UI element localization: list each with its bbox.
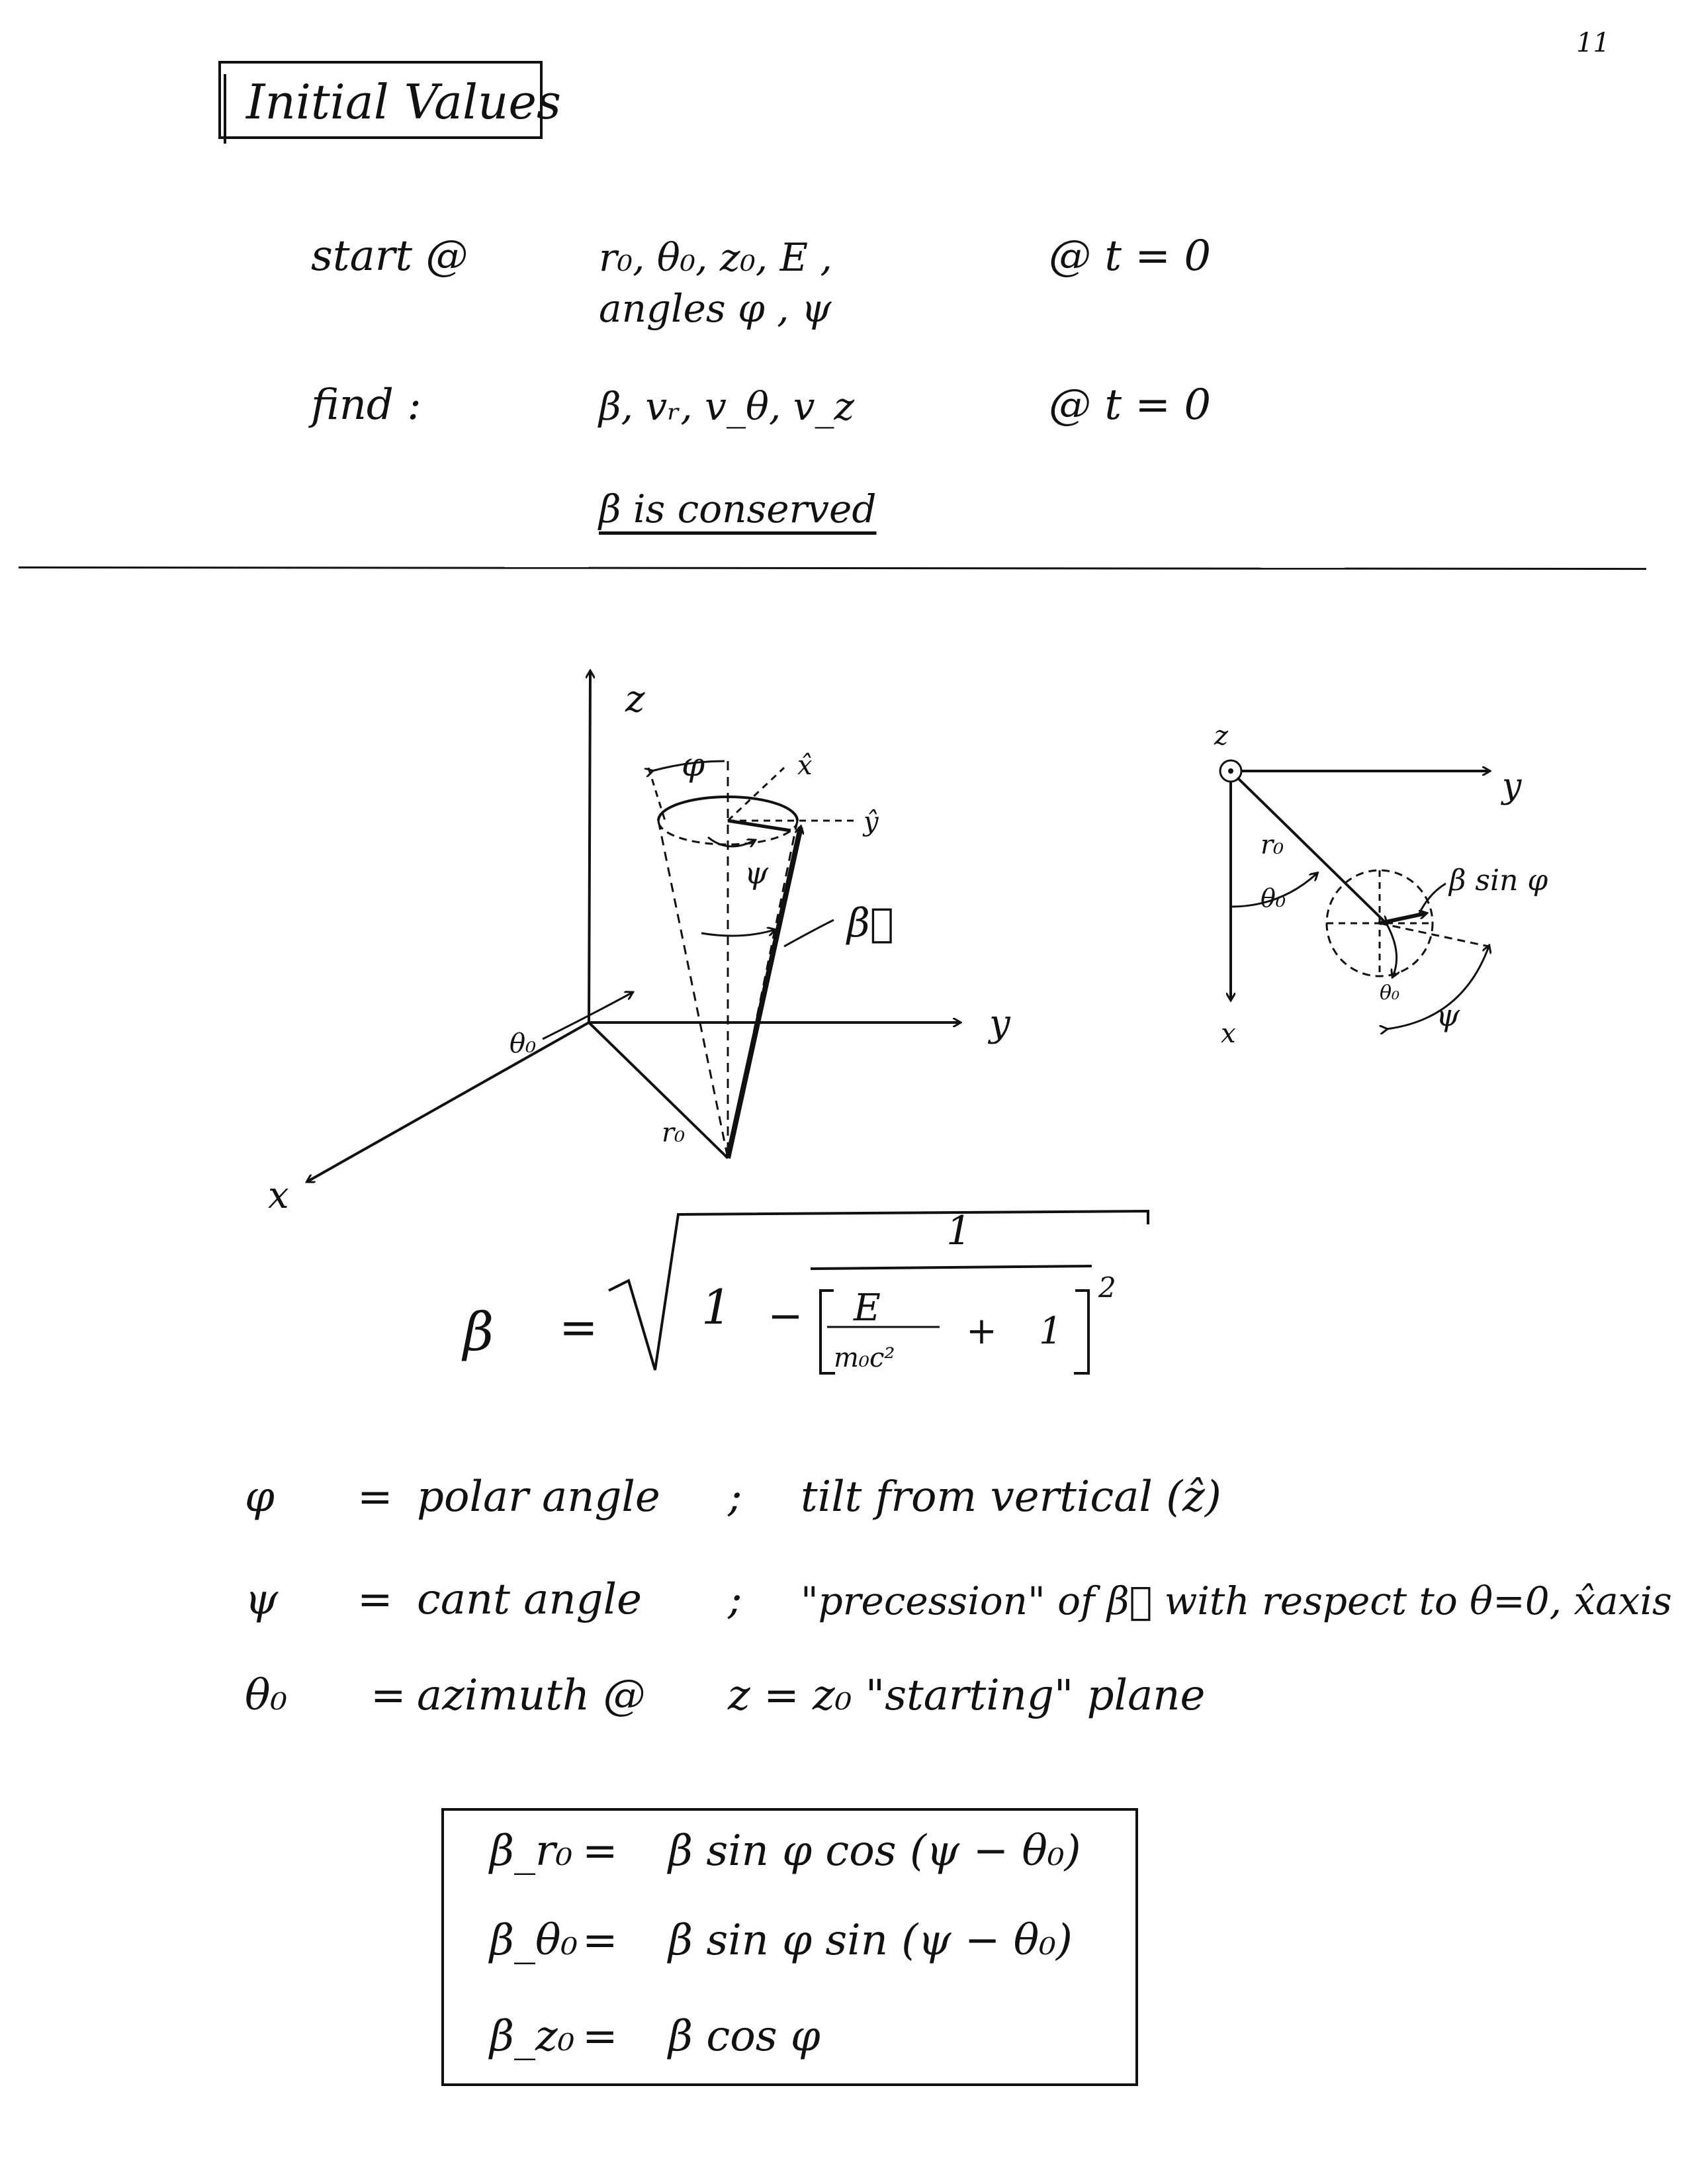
z-axis-label: z — [625, 678, 645, 721]
beta-vector-label: β⃗ — [847, 900, 894, 946]
top-beta-sinphi-label: β sin φ — [1449, 864, 1548, 897]
m0c2-label: m₀c² — [834, 1343, 895, 1373]
def-theta0-eq: = — [371, 1671, 406, 1720]
conserved-note: β is conserved — [599, 486, 877, 531]
def-psi-symbol: ψ — [245, 1575, 279, 1624]
def-theta0-symbol: θ₀ — [245, 1671, 288, 1720]
def-theta0-desc: z = z₀ "starting" plane — [728, 1671, 1206, 1720]
x-hat-label: x̂ — [797, 751, 813, 781]
formula-beta-r0-rhs: β sin φ cos (ψ − θ₀) — [668, 1827, 1081, 1876]
def-phi-sep: ; — [728, 1473, 742, 1522]
top-x-label: x — [1221, 1019, 1236, 1049]
numerator-one: 1 — [946, 1208, 972, 1254]
y-hat-label: ŷ — [864, 807, 879, 837]
E-label: E — [854, 1287, 881, 1330]
theta0-label: θ₀ — [510, 1028, 537, 1059]
bracket-exponent: 2 — [1098, 1271, 1116, 1304]
find-time: @ t = 0 — [1049, 381, 1212, 430]
bracket-one: 1 — [1039, 1310, 1063, 1353]
start-values-line1: r₀, θ₀, z₀, E , — [599, 235, 832, 280]
x-axis-label: x — [268, 1174, 289, 1217]
top-psi-label: ψ — [1436, 997, 1460, 1033]
left-bracket — [820, 1291, 835, 1373]
formula-beta-z0-lhs: β_z₀ — [490, 2012, 575, 2061]
find-label: find : — [311, 381, 421, 430]
top-r0-label: r₀ — [1261, 830, 1284, 860]
page-title: Initial Values — [246, 74, 561, 130]
start-values-line2: angles φ , ψ — [599, 286, 832, 331]
sqrt-minus: − — [768, 1292, 803, 1341]
top-z-label: z — [1214, 721, 1229, 751]
top-y-label: y — [1502, 766, 1522, 806]
page-number: 11 — [1576, 28, 1610, 58]
formula-beta-theta0-eq: = — [582, 1916, 618, 1965]
phi-label: φ — [682, 745, 705, 784]
find-values: β, vᵣ, v_θ, v_z — [599, 384, 855, 429]
formula-beta-theta0-lhs: β_θ₀ — [490, 1916, 578, 1965]
def-phi-eq: = — [357, 1473, 393, 1522]
right-bracket — [1074, 1291, 1088, 1373]
def-psi-desc: "precession" of β⃗ with respect to θ=0, x̂axis — [801, 1578, 1672, 1623]
def-psi-name: cant angle — [417, 1575, 642, 1624]
bracket-plus: + — [966, 1310, 997, 1353]
y-axis-label: y — [989, 1002, 1010, 1045]
def-phi-desc: tilt from vertical (ẑ) — [801, 1473, 1221, 1522]
formula-beta-r0-lhs: β_r₀ — [490, 1827, 573, 1876]
beta-lhs: β — [463, 1301, 494, 1363]
def-phi-name: polar angle — [417, 1473, 660, 1522]
start-label: start @ — [311, 232, 468, 281]
beta-equals: = — [559, 1300, 598, 1355]
formula-beta-r0-eq: = — [582, 1827, 618, 1876]
top-theta0-small-label: θ₀ — [1380, 981, 1400, 1005]
def-psi-sep: ; — [728, 1575, 742, 1624]
top-theta0-label: θ₀ — [1261, 884, 1286, 913]
psi-label: ψ — [744, 855, 769, 891]
fraction-bar — [811, 1266, 1092, 1269]
def-theta0-name: azimuth @ — [417, 1671, 646, 1720]
r0-label: r₀ — [662, 1118, 686, 1148]
sqrt-one: 1 — [701, 1279, 732, 1335]
formula-beta-z0-rhs: β cos φ — [668, 2012, 820, 2061]
formula-beta-theta0-rhs: β sin φ sin (ψ − θ₀) — [668, 1916, 1073, 1965]
def-phi-symbol: φ — [245, 1473, 275, 1522]
def-psi-eq: = — [357, 1575, 393, 1624]
start-time: @ t = 0 — [1049, 232, 1212, 281]
formula-beta-z0-eq: = — [582, 2012, 618, 2061]
